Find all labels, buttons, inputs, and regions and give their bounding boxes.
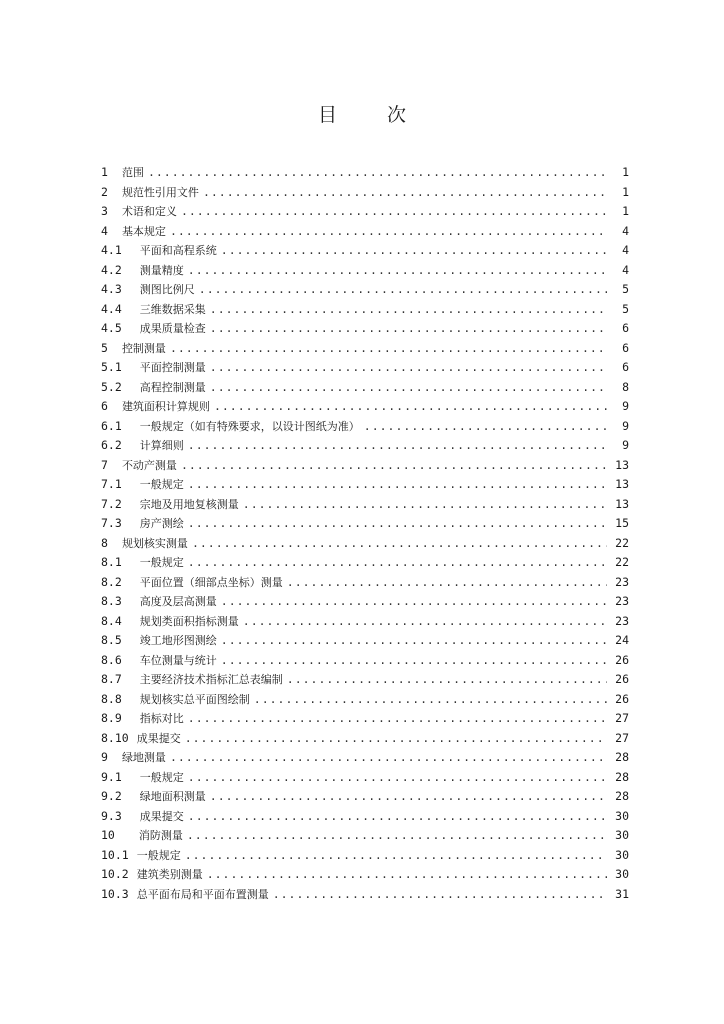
toc-entry — [101, 554, 629, 574]
dot-leader — [207, 867, 607, 881]
dot-leader — [185, 731, 607, 745]
toc-entry-number: 10 — [101, 828, 115, 842]
dot-leader — [188, 555, 607, 569]
toc-entry — [101, 535, 629, 555]
toc-entry-title: 规范性引用文件 — [121, 185, 199, 199]
dot-leader — [188, 711, 607, 725]
dot-leader — [214, 399, 607, 413]
toc-entry-page: 28 — [615, 769, 629, 784]
dot-leader — [254, 692, 607, 706]
toc-entry — [101, 203, 629, 223]
toc-entry-number: 7.3 — [101, 516, 122, 530]
toc-entry-title: 规划核实总平面图绘制 — [139, 692, 250, 706]
toc-entry-number: 4.4 — [101, 301, 122, 316]
toc-entry-page: 1 — [622, 184, 629, 199]
toc-entry-number: 5.1 — [101, 360, 122, 374]
toc-entry-number: 7 — [101, 457, 108, 472]
toc-entry-page: 4 — [622, 243, 629, 257]
toc-entry-number: 10.1 — [101, 847, 129, 862]
toc-entry — [101, 164, 629, 184]
toc-entry — [101, 574, 629, 594]
toc-entry-number: 8.7 — [101, 672, 122, 686]
toc-entry-page: 6 — [622, 340, 629, 355]
toc-entry — [101, 320, 629, 340]
dot-leader — [221, 633, 607, 647]
toc-entry-title: 消防测量 — [138, 829, 183, 842]
toc-entry — [101, 262, 629, 282]
toc-entry-title: 建筑面积计算规则 — [121, 400, 210, 413]
toc-entry-title: 一般规定 — [136, 848, 181, 862]
toc-entry-title: 基本规定 — [121, 224, 166, 238]
dot-leader — [287, 575, 607, 589]
toc-entry — [101, 379, 629, 399]
toc-entry-title: 高度及层高测量 — [139, 595, 217, 608]
toc-entry-page: 28 — [615, 750, 629, 764]
toc-entry-page: 1 — [622, 165, 629, 179]
toc-entry-number: 6 — [101, 399, 108, 413]
dot-leader — [287, 672, 607, 686]
toc-entry-number: 4 — [101, 223, 108, 238]
toc-entry-number: 8.8 — [101, 691, 122, 706]
toc-entry-title: 建筑类别测量 — [136, 868, 203, 881]
toc-entry-number: 8.2 — [101, 574, 122, 589]
dot-leader — [243, 497, 607, 511]
toc-entry-number: 10.2 — [101, 867, 129, 881]
toc-entry-page: 22 — [615, 555, 629, 569]
toc-entry — [101, 769, 629, 789]
dot-leader — [188, 516, 607, 530]
toc-entry-page: 6 — [622, 360, 629, 374]
toc-entry — [101, 223, 629, 243]
toc-entry-title: 主要经济技术指标汇总表编制 — [139, 673, 283, 686]
toc-entry-page: 9 — [622, 438, 629, 452]
dot-leader — [181, 458, 607, 472]
toc-entry-page: 28 — [615, 789, 629, 803]
toc-entry-title: 指标对比 — [139, 712, 184, 725]
toc-entry-title: 规划核实测量 — [121, 536, 188, 550]
page-title: 目 次 — [317, 104, 429, 126]
dot-leader — [243, 614, 607, 628]
toc-entry-number: 8.3 — [101, 594, 122, 608]
toc-entry-title: 术语和定义 — [121, 205, 177, 218]
dot-leader — [210, 789, 607, 803]
toc-entry — [101, 398, 629, 418]
dot-leader — [273, 887, 607, 901]
dot-leader — [221, 653, 607, 667]
dot-leader — [221, 243, 607, 257]
dot-leader — [210, 302, 607, 316]
toc-entry — [101, 827, 629, 847]
dot-leader — [203, 185, 607, 199]
toc-entry-title: 范围 — [121, 166, 144, 179]
dot-leader — [187, 828, 607, 842]
toc-entry-title: 规划类面积指标测量 — [139, 614, 239, 628]
toc-entry-number: 7.1 — [101, 477, 122, 491]
toc-entry — [101, 749, 629, 769]
dot-leader — [210, 360, 607, 374]
toc-entry-title: 竣工地形图测绘 — [139, 634, 217, 647]
toc-entry — [101, 457, 629, 477]
toc-entry-page: 30 — [615, 808, 629, 823]
toc-entry-title: 总平面布局和平面布置测量 — [136, 887, 269, 901]
toc-entry-number: 9.3 — [101, 808, 122, 823]
toc-entry-number: 8.9 — [101, 711, 122, 725]
toc-entry-title: 测图比例尺 — [139, 283, 195, 296]
toc-entry — [101, 866, 629, 886]
toc-entry-page: 8 — [622, 379, 629, 394]
toc-entry-page: 23 — [615, 613, 629, 628]
toc-entry-number: 5 — [101, 340, 108, 355]
toc-entry-number: 7.2 — [101, 496, 122, 511]
toc-entry — [101, 730, 629, 750]
toc-entry-page: 26 — [615, 652, 629, 667]
toc-entry — [101, 691, 629, 711]
dot-leader — [170, 750, 607, 764]
toc-entry-number: 9 — [101, 750, 108, 764]
toc-entry-page: 23 — [615, 574, 629, 589]
toc-entry-page: 27 — [615, 711, 629, 725]
toc-entry-number: 8.6 — [101, 652, 122, 667]
toc-entry-title: 平面位置（细部点坐标）测量 — [139, 575, 283, 589]
toc-entry-page: 13 — [615, 496, 629, 511]
toc-entry-page: 31 — [615, 886, 629, 901]
toc-entry-page: 4 — [622, 262, 629, 277]
toc-entry-number: 8.10 — [101, 730, 129, 745]
dot-leader — [170, 224, 607, 238]
toc-entry — [101, 847, 629, 867]
dot-leader — [199, 282, 607, 296]
toc-entry-title: 成果提交 — [136, 731, 181, 745]
toc-entry — [101, 340, 629, 360]
toc-entry-number: 8.5 — [101, 633, 122, 647]
toc-entry-title: 一般规定 — [139, 556, 184, 569]
toc-entry-number: 6.1 — [101, 418, 122, 433]
toc-entry-title: 一般规定（如有特殊要求，以设计图纸为准） — [139, 419, 360, 433]
toc-entry — [101, 886, 629, 906]
toc-entry-title: 一般规定 — [139, 770, 184, 784]
toc-entry-title: 三维数据采集 — [139, 302, 206, 316]
toc-entry — [101, 184, 629, 204]
toc-entry-page: 30 — [615, 828, 629, 842]
toc-entry — [101, 242, 629, 262]
toc-entry-title: 高程控制测量 — [139, 380, 206, 394]
toc-entry — [101, 632, 629, 652]
toc-entry-number: 5.2 — [101, 379, 122, 394]
toc-entry-page: 9 — [622, 418, 629, 433]
toc-entry-title: 不动产测量 — [121, 458, 177, 472]
toc-entry-title: 宗地及用地复核测量 — [139, 497, 239, 511]
toc-entry-title: 平面控制测量 — [139, 361, 206, 374]
toc-entry-number: 9.2 — [101, 789, 122, 803]
dot-leader — [192, 536, 607, 550]
toc-entry-page: 27 — [615, 730, 629, 745]
dot-leader — [181, 204, 607, 218]
toc-entry-page: 30 — [615, 847, 629, 862]
toc-entry-title: 绿地面积测量 — [139, 790, 206, 803]
toc-entry-number: 10.3 — [101, 886, 129, 901]
dot-leader — [210, 380, 607, 394]
toc-entry-number: 1 — [101, 165, 108, 179]
toc-entry-number: 4.3 — [101, 282, 122, 296]
dot-leader — [188, 438, 607, 452]
toc-entry — [101, 710, 629, 730]
dot-leader — [188, 263, 607, 277]
toc-entry-number: 2 — [101, 184, 108, 199]
toc-entry — [101, 476, 629, 496]
toc-entry-page: 26 — [615, 691, 629, 706]
dot-leader — [148, 165, 607, 179]
toc-entry-number: 8.4 — [101, 613, 122, 628]
toc-entry — [101, 496, 629, 516]
toc-entry-number: 4.1 — [101, 243, 122, 257]
toc-entry-page: 5 — [622, 301, 629, 316]
dot-leader — [364, 419, 607, 433]
table-of-contents — [101, 164, 629, 905]
toc-entry — [101, 281, 629, 301]
toc-entry — [101, 515, 629, 535]
toc-entry — [101, 359, 629, 379]
toc-entry — [101, 613, 629, 633]
toc-entry-number: 8 — [101, 535, 108, 550]
toc-entry — [101, 788, 629, 808]
toc-entry-page: 15 — [615, 516, 629, 530]
toc-entry-page: 24 — [615, 633, 629, 647]
toc-entry-number: 6.2 — [101, 438, 122, 452]
toc-entry-page: 23 — [615, 594, 629, 608]
toc-entry — [101, 808, 629, 828]
toc-entry-page: 9 — [622, 399, 629, 413]
dot-leader — [188, 809, 607, 823]
toc-entry-title: 房产测绘 — [139, 517, 184, 530]
toc-entry-title: 成果质量检查 — [139, 322, 206, 335]
toc-entry — [101, 671, 629, 691]
dot-leader — [170, 341, 607, 355]
toc-entry — [101, 418, 629, 438]
toc-entry-title: 一般规定 — [139, 478, 184, 491]
toc-entry-number: 3 — [101, 204, 108, 218]
toc-entry-page: 30 — [615, 867, 629, 881]
toc-entry — [101, 301, 629, 321]
dot-leader — [185, 848, 607, 862]
toc-entry-page: 13 — [615, 477, 629, 491]
dot-leader — [188, 477, 607, 491]
toc-entry — [101, 437, 629, 457]
toc-entry-title: 绿地测量 — [121, 751, 166, 764]
toc-entry-page: 1 — [622, 204, 629, 218]
toc-entry-page: 13 — [615, 457, 629, 472]
toc-entry-title: 车位测量与统计 — [139, 653, 217, 667]
toc-entry-number: 8.1 — [101, 555, 122, 569]
toc-entry-page: 22 — [615, 535, 629, 550]
toc-entry-title: 控制测量 — [121, 341, 166, 355]
toc-entry-page: 26 — [615, 672, 629, 686]
dot-leader — [210, 321, 607, 335]
toc-entry-title: 计算细则 — [139, 439, 184, 452]
dot-leader — [221, 594, 607, 608]
toc-entry-number: 4.5 — [101, 321, 122, 335]
dot-leader — [188, 770, 607, 784]
toc-entry-page: 4 — [622, 223, 629, 238]
toc-entry-page: 6 — [622, 321, 629, 335]
toc-entry-number: 4.2 — [101, 262, 122, 277]
toc-entry-number: 9.1 — [101, 769, 122, 784]
toc-entry — [101, 652, 629, 672]
toc-entry-title: 平面和高程系统 — [139, 244, 217, 257]
toc-entry — [101, 593, 629, 613]
toc-entry-title: 测量精度 — [139, 263, 184, 277]
toc-entry-page: 5 — [622, 282, 629, 296]
toc-entry-title: 成果提交 — [139, 809, 184, 823]
